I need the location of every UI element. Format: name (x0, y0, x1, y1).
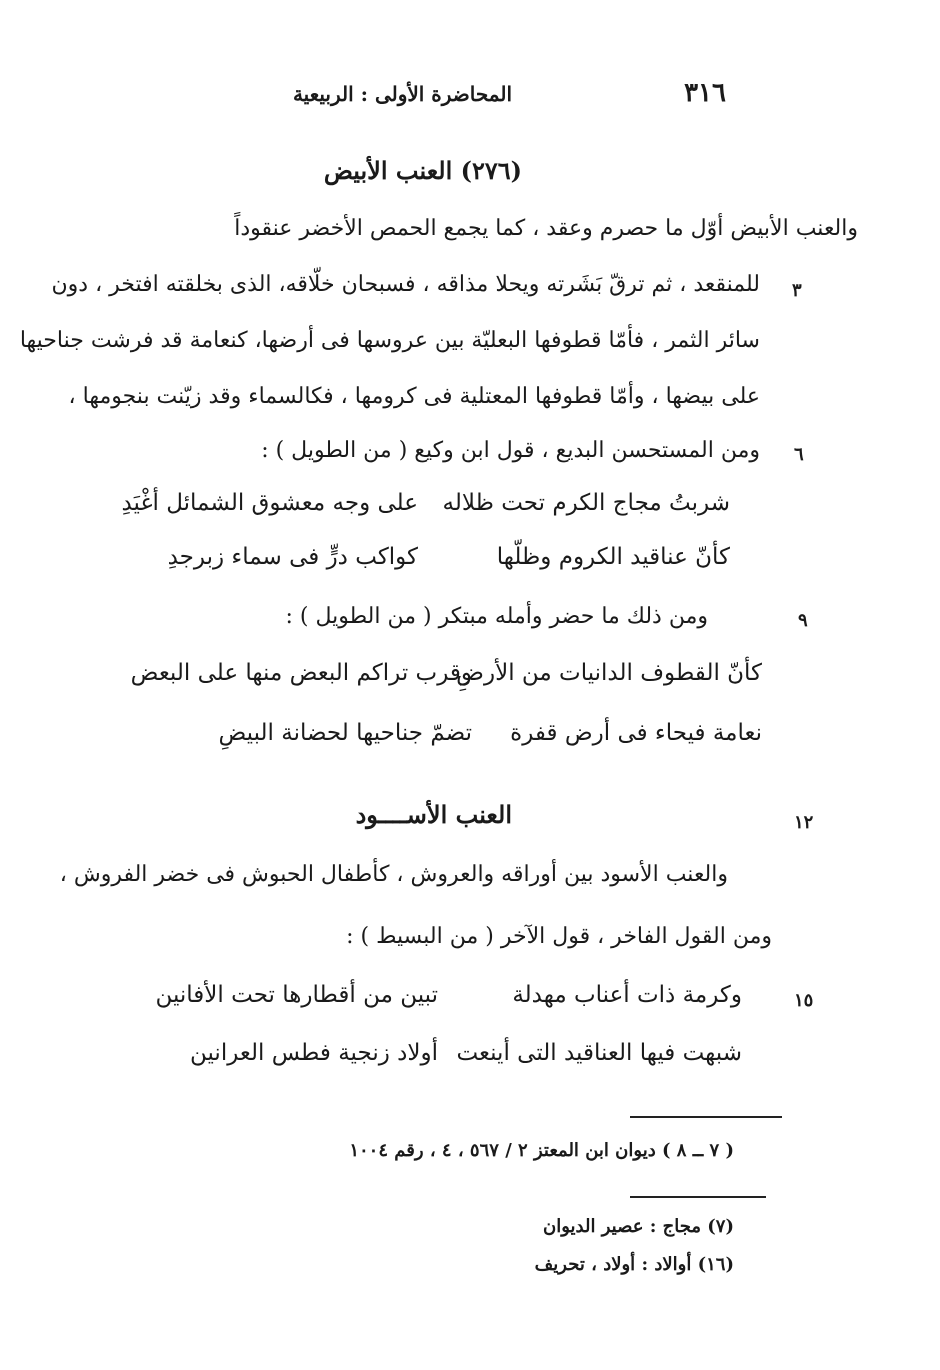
verse-second-hemistich: أولاد زنجية فطس العرانين (189, 1040, 438, 1066)
verse-first-hemistich: شبهت فيها العناقيد التى أينعت (456, 1040, 742, 1066)
verse-first-hemistich: نعامة فيحاء فى أرض قفرة (510, 720, 762, 746)
prose-line: والعنب الأسود بين أوراقه والعروش ، كأطفال الحبوش فى خضر الفروش ، (59, 862, 728, 887)
footnote-divider-top (630, 1116, 782, 1118)
verse-first-hemistich: شربتُ مجاج الكرم تحت ظلاله (442, 490, 730, 516)
verse-second-hemistich: تضمّ جناحيها لحضانة البيضِ (218, 720, 472, 746)
prose-line: ومن ذلك ما حضر وأمله مبتكر ( من الطويل ) : (285, 604, 708, 629)
verse-second-hemistich: على وجه معشوق الشمائل أغْيَدِ (121, 490, 418, 516)
line-number: ١٢ (794, 812, 814, 833)
footnote: (١٦) أوالاد : أولاد ، تحريف (534, 1254, 734, 1275)
verse-second-hemistich: تبين من أقطارها تحت الأفانين (155, 982, 438, 1008)
verse-first-hemistich: وكرمة ذات أعناب مهدلة (512, 982, 742, 1008)
section-title-white-grapes: (٢٧٦) العنب الأبيض (323, 156, 522, 185)
page-number: ٣١٦ (684, 78, 726, 108)
line-number: ٩ (798, 610, 808, 631)
footnote-divider-bottom (630, 1196, 766, 1198)
line-number: ١٥ (794, 990, 814, 1011)
verse-first-hemistich: كأنّ عناقيد الكروم وظلّها (496, 544, 730, 570)
prose-line: ومن المستحسن البديع ، قول ابن وكيع ( من الطويل ) : (261, 438, 760, 463)
prose-line: والعنب الأبيض أوّل ما حصرم وعقد ، كما يجمع الحمص الأخضر عنقوداً (234, 216, 858, 241)
line-number: ٦ (794, 444, 804, 465)
footnote: (٧) مجاج : عصير الديوان (543, 1216, 734, 1237)
prose-line: ومن القول الفاخر ، قول الآخر ( من البسيط ) : (346, 924, 772, 949)
line-number: ٣ (792, 280, 802, 301)
prose-line: سائر الثمر ، فأمّا قطوفها البعليّة بين عروسها فى أرضها، كنعامة قد فرشت جناحيها (19, 328, 760, 353)
verse-second-hemistich: كواكب درٍّ فى سماء زبرجدِ (167, 544, 418, 570)
prose-line: على بيضها ، وأمّا قطوفها المعتلية فى كرومها ، فكالسماء وقد زيّنت بنجومها ، (68, 384, 760, 409)
source-note: ( ٧ ــ ٨ ) ديوان ابن المعتز ٢ / ٥٦٧ ، ٤ ، رقم ١٠٠٤ (349, 1140, 734, 1161)
verse-second-hemistich: وقرب تراكم البعض منها على البعض (130, 660, 472, 686)
prose-line: للمنقعد ، ثم ترقّ بَشَرته ويحلا مذاقه ، فسبحان خلّاقه، الذى بخلقته افتخر ، دون (51, 272, 760, 297)
verse-first-hemistich: كأنّ القطوف الدانيات من الأرضِ (456, 660, 762, 686)
section-title-black-grapes: العنب الأســــود (355, 800, 512, 829)
running-title: المحاضرة الأولى : الربيعية (292, 82, 512, 106)
